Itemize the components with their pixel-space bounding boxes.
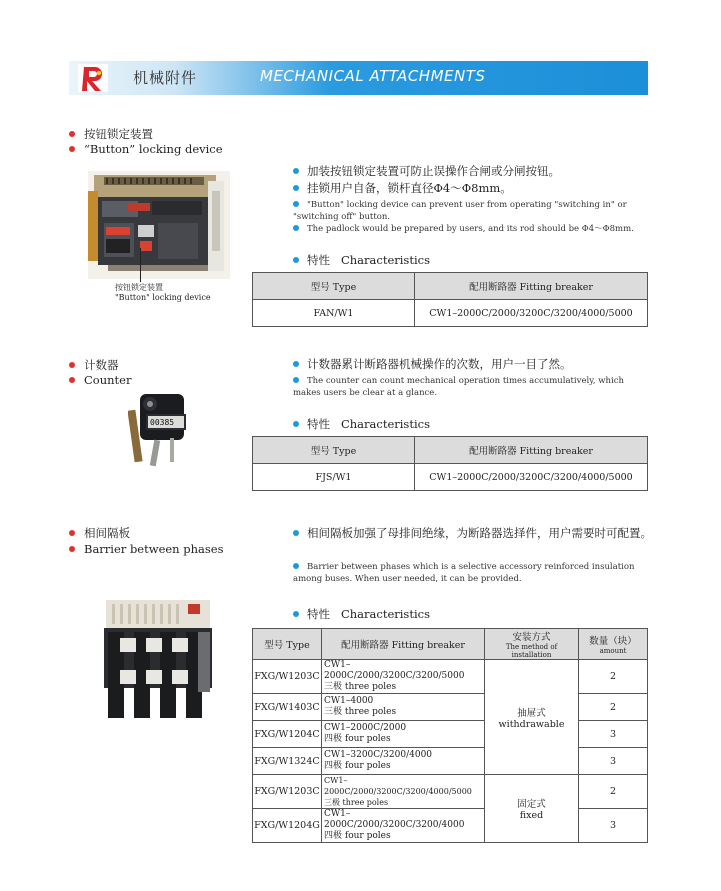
brand-logo — [78, 64, 108, 92]
bullet-blue-icon — [293, 421, 299, 427]
section2-label-en: Counter — [69, 373, 131, 387]
section1-label-cn: 按钮锁定装置 — [69, 126, 153, 142]
fit-line: 三极 three poles — [324, 798, 389, 807]
table-row — [253, 775, 648, 809]
counter-photo — [128, 388, 194, 470]
table-cell-type: FXG/W1203C — [253, 660, 322, 694]
method-cn: 固定式 — [517, 799, 546, 810]
bullet-blue-icon — [293, 361, 299, 367]
section2-bullet: 计数器累计断路器机械操作的次数，用户一目了然。 — [293, 356, 572, 372]
bullet-blue-icon — [293, 185, 299, 191]
section2-bullet-en: The counter can count mechanical operation times accumulatively, which makes users be clear at a glance. — [293, 376, 624, 398]
table-cell-fitting — [322, 694, 485, 721]
table-cell-fitting — [322, 775, 485, 809]
table-header-fitting: 配用断路器 Fitting breaker — [415, 273, 648, 300]
table-header-fitting: 配用断路器 Fitting breaker — [415, 437, 648, 464]
bullet-blue-icon — [293, 530, 299, 536]
section1-label-en: “Button” locking device — [69, 142, 223, 156]
method-en: fixed — [519, 810, 544, 821]
table-cell-type: FXG/W1204C — [253, 721, 322, 748]
table-cell-fitting — [322, 721, 485, 748]
section1-spec-table — [252, 272, 648, 327]
section1-bullet-en: The padlock would be prepared by users, and its rod should be Φ4～Φ8mm. — [293, 223, 643, 235]
table-row — [253, 660, 648, 694]
table-cell-method-withdrawable — [485, 660, 579, 775]
table-row — [253, 464, 648, 491]
table-cell-amount: 3 — [579, 721, 648, 748]
section1-bullet: 挂锁用户自备，锁杆直径Φ4～Φ8mm。 — [293, 180, 512, 196]
section3-bullet-en: Barrier between phases which is a selective accessory reinforced insulation among buses. When user needed, it can be provided. — [293, 562, 635, 584]
bullet-red-icon — [69, 131, 75, 137]
table-cell-amount: 3 — [579, 748, 648, 775]
table-header-amount-cn: 数量（块） — [589, 636, 637, 647]
bullet-blue-icon — [293, 611, 299, 617]
table-cell-type: FXG/W1204G — [253, 809, 322, 843]
counter-digits: 00385 — [150, 418, 175, 427]
caption-pointer-line — [140, 248, 141, 282]
section3-characteristics-heading: 特性 Characteristics — [293, 606, 430, 622]
table-cell-type: FXG/W1403C — [253, 694, 322, 721]
table-row — [253, 300, 648, 327]
section3-bullet: 相间隔板加强了母排间绝缘，为断路器选择件，用户需要时可配置。 — [293, 525, 652, 541]
section2-label-cn: 计数器 — [69, 357, 119, 373]
bullet-blue-icon — [293, 201, 299, 207]
page-title-en: MECHANICAL ATTACHMENTS — [260, 67, 486, 85]
table-cell-fitting — [322, 809, 485, 843]
table-header-method-cn: 安装方式 — [512, 632, 551, 643]
button-locking-device-photo — [88, 171, 230, 279]
table-cell-method-fixed — [485, 775, 579, 843]
table-header-amount — [579, 629, 648, 660]
table-row — [253, 694, 648, 721]
table-header-type: 型号 Type — [253, 273, 415, 300]
table-cell-fitting — [322, 660, 485, 694]
page-title-cn: 机械附件 — [133, 69, 198, 87]
bullet-red-icon — [69, 377, 75, 383]
bullet-blue-icon — [293, 377, 299, 383]
section3-spec-table — [252, 628, 648, 843]
table-row — [253, 748, 648, 775]
section2-spec-table — [252, 436, 648, 491]
table-cell-fitting: CW1–2000C/2000/3200C/3200/4000/5000 — [415, 300, 648, 327]
table-header-amount-en: amount — [599, 647, 627, 655]
fit-line: CW1–2000C/2000 — [324, 723, 407, 733]
bullet-blue-icon — [293, 225, 299, 231]
table-cell-amount: 2 — [579, 694, 648, 721]
table-cell-type: FJS/W1 — [253, 464, 415, 491]
table-cell-type: FAN/W1 — [253, 300, 415, 327]
fit-line: CW1–3200C/3200/4000 — [324, 750, 433, 760]
table-header-type: 型号 Type — [253, 629, 322, 660]
bullet-red-icon — [69, 546, 75, 552]
section1-bullet: 加装按钮锁定装置可防止误操作合闸或分闸按钮。 — [293, 163, 560, 179]
section1-characteristics-heading: 特性 Characteristics — [293, 252, 430, 268]
fit-line: 四极 four poles — [324, 761, 391, 771]
fit-line: CW1–2000C/2000/3200C/3200/4000/5000 — [324, 776, 472, 796]
fit-line: 三极 three poles — [324, 682, 397, 692]
section3-label-en: Barrier between phases — [69, 542, 223, 556]
table-cell-type: FXG/W1203C — [253, 775, 322, 809]
image-caption-en: "Button" locking device — [115, 293, 211, 302]
table-header-method-en: The method of installation — [505, 643, 558, 659]
fit-line: 四极 four poles — [324, 831, 391, 841]
bullet-blue-icon — [293, 257, 299, 263]
method-en: withdrawable — [498, 718, 565, 730]
fit-line: 四极 four poles — [324, 734, 391, 744]
table-row — [253, 809, 648, 843]
section1-bullet-en: "Button" locking device can prevent user from operating "switching in" or "switching off" button. — [293, 200, 627, 222]
table-header-fitting: 配用断路器 Fitting breaker — [322, 629, 485, 660]
table-cell-fitting: CW1–2000C/2000/3200C/3200/4000/5000 — [415, 464, 648, 491]
table-cell-amount: 2 — [579, 660, 648, 694]
bullet-red-icon — [69, 362, 75, 368]
fit-line: CW1–4000 — [324, 696, 374, 706]
bullet-red-icon — [69, 530, 75, 536]
table-header-method — [485, 629, 579, 660]
method-cn: 抽屉式 — [517, 707, 546, 719]
table-row — [253, 721, 648, 748]
table-cell-fitting — [322, 748, 485, 775]
fit-line: CW1–2000C/2000/3200C/3200/4000 — [324, 809, 465, 830]
section2-characteristics-heading: 特性 Characteristics — [293, 416, 430, 432]
fit-line: 三极 three poles — [324, 707, 397, 717]
image-caption-cn: 按钮锁定装置 — [115, 283, 163, 292]
fit-line: CW1–2000C/2000/3200C/3200/5000 — [324, 660, 465, 681]
table-cell-type: FXG/W1324C — [253, 748, 322, 775]
table-cell-amount: 2 — [579, 775, 648, 809]
barrier-between-phases-photo — [98, 598, 214, 722]
table-header-type: 型号 Type — [253, 437, 415, 464]
section3-label-cn: 相间隔板 — [69, 525, 130, 541]
table-cell-amount: 3 — [579, 809, 648, 843]
bullet-red-icon — [69, 146, 75, 152]
bullet-blue-icon — [293, 168, 299, 174]
bullet-blue-icon — [293, 563, 299, 569]
